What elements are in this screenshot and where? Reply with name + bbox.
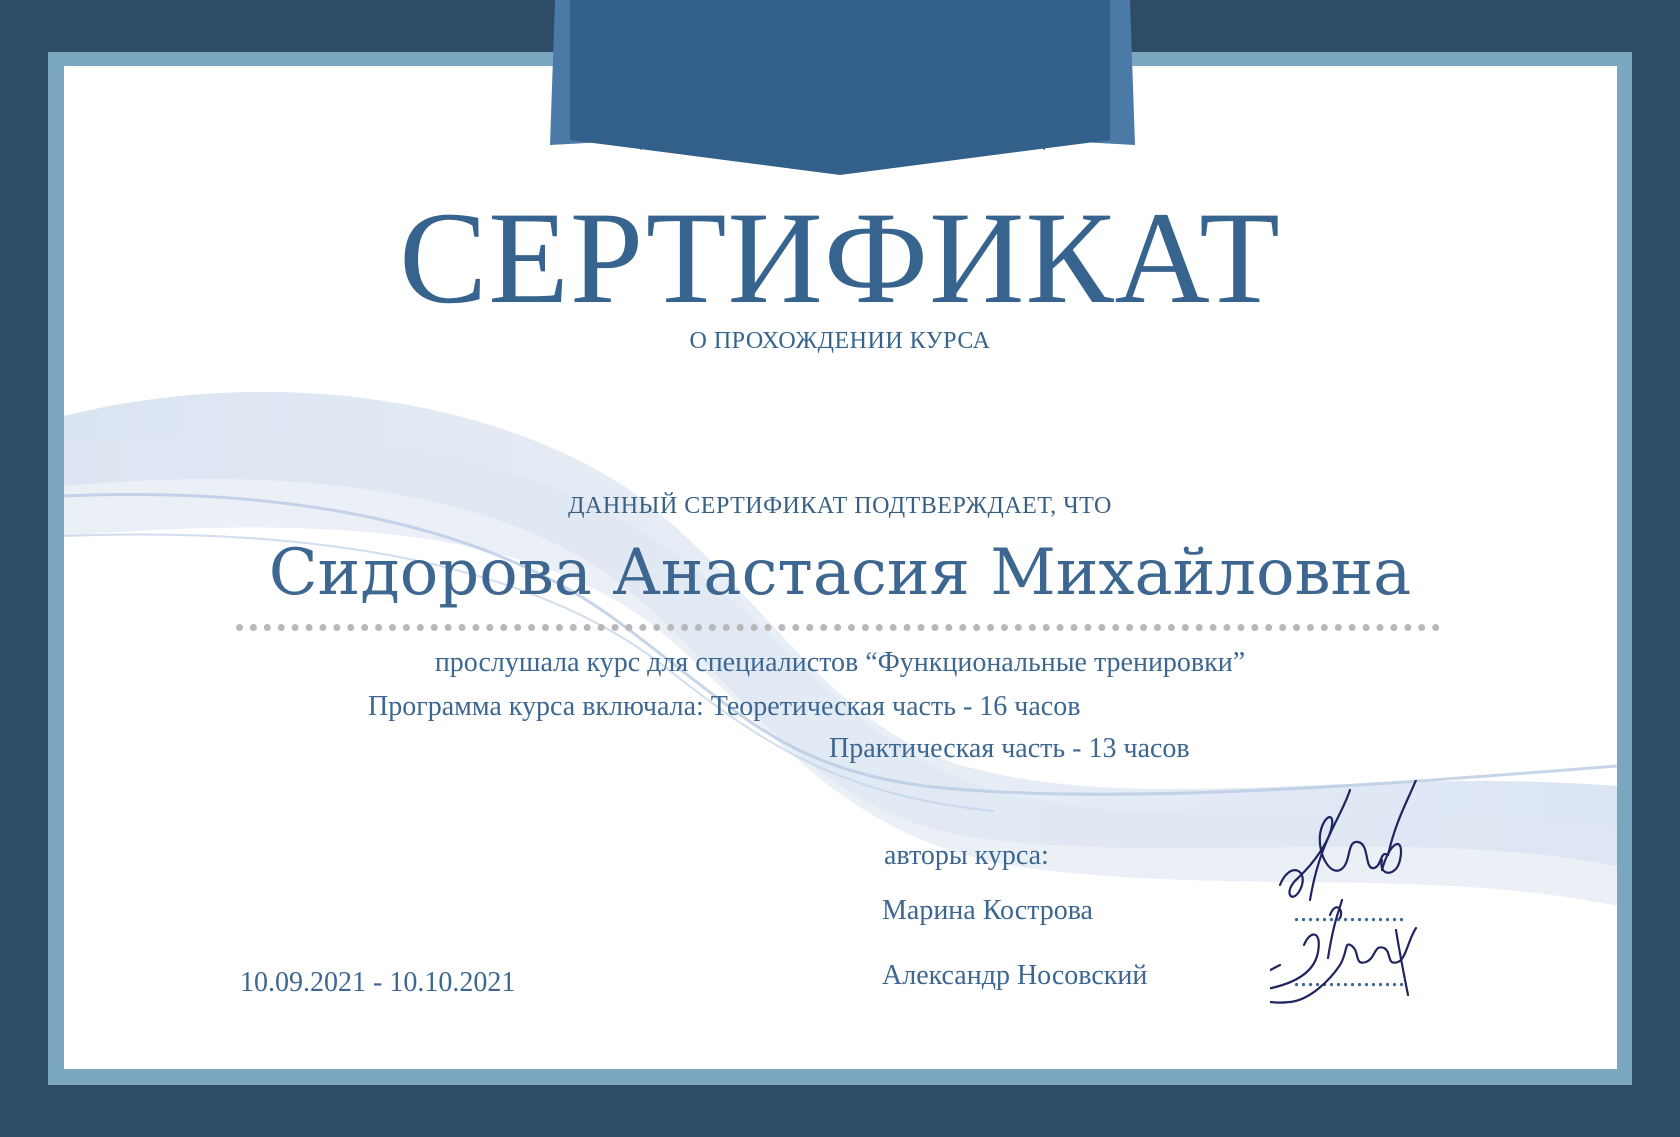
confirmation-text: ДАННЫЙ СЕРТИФИКАТ ПОДТВЕРЖДАЕТ, ЧТО [568, 493, 1112, 519]
name-dotted-underline [236, 624, 1440, 631]
certificate-subtitle: О ПРОХОЖДЕНИИ КУРСА [689, 328, 991, 354]
top-ribbon-decoration [0, 0, 1680, 200]
certificate-title: СЕРТИФИКАТ [399, 184, 1281, 331]
signature-line: ................ [1293, 962, 1405, 993]
program-theory-line: Программа курса включала: Теоретическая часть - 16 часов [368, 691, 1081, 722]
recipient-name: Сидорова Анастасия Михайловна [268, 536, 1412, 610]
signature-line: ................ [1293, 897, 1405, 928]
authors-label: авторы курса: [884, 840, 1049, 871]
course-dates: 10.09.2021 - 10.10.2021 [240, 967, 516, 998]
handwritten-signatures [1270, 780, 1500, 1040]
author-name: Александр Носовский [882, 960, 1148, 991]
author-name: Марина Кострова [882, 895, 1093, 926]
program-practice-line: Практическая часть - 13 часов [829, 733, 1190, 764]
course-description: прослушала курс для специалистов “Функциональные тренировки” [434, 647, 1246, 678]
